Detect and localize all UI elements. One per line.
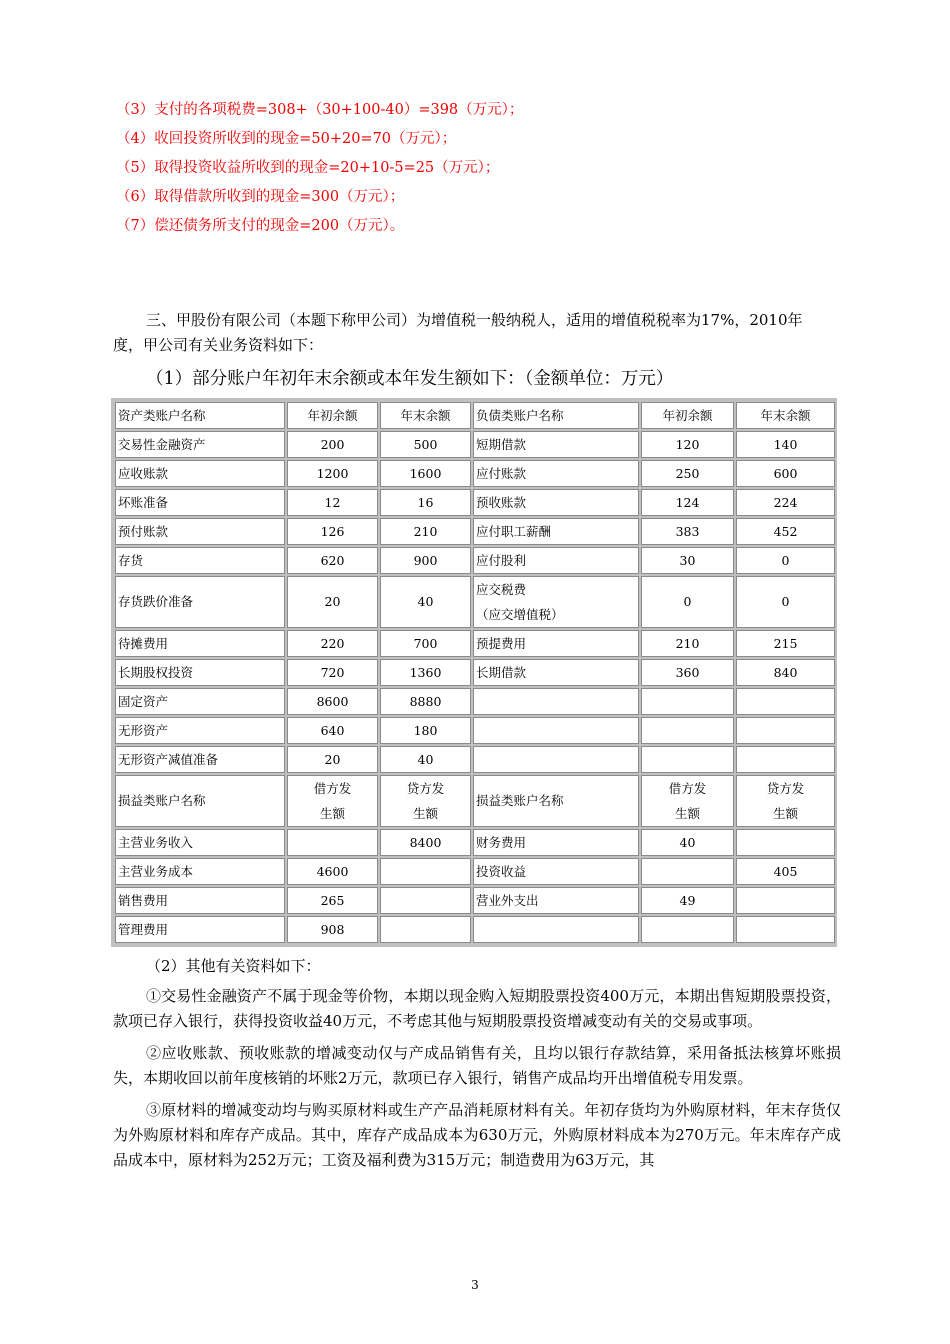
table-cell: 140	[736, 431, 835, 458]
table-cell: 16	[380, 489, 471, 516]
section-2-block	[113, 954, 841, 1173]
tax-account-cell	[473, 576, 639, 628]
table-row	[115, 916, 835, 943]
table-cell: 360	[641, 659, 734, 686]
table-cell: 长期股权投资	[115, 659, 285, 686]
table-cell: 无形资产	[115, 717, 285, 744]
table-cell: 908	[287, 916, 378, 943]
header-cell: 资产类账户名称	[115, 402, 285, 429]
table-cell	[736, 688, 835, 715]
table-cell	[736, 887, 835, 914]
answer-line-4: （4）收回投资所收到的现金=50+20=70（万元）；	[116, 131, 457, 147]
table-row	[115, 630, 835, 657]
table-cell: 12	[287, 489, 378, 516]
header-cell: 负债类账户名称	[473, 402, 639, 429]
table-cell: 应付职工薪酬	[473, 518, 639, 545]
table-row	[115, 887, 835, 914]
table-cell: 40	[380, 746, 471, 773]
table-cell: 1600	[380, 460, 471, 487]
header-line: 生额	[772, 806, 798, 821]
header-cell-debit	[287, 775, 378, 827]
table-cell: 存货	[115, 547, 285, 574]
table-cell	[473, 717, 639, 744]
table-cell: 215	[736, 630, 835, 657]
table-cell: 900	[380, 547, 471, 574]
table-cell	[287, 829, 378, 856]
header-cell-credit	[736, 775, 835, 827]
tax-account-sub-label: （应交增值税）	[476, 607, 564, 622]
header-cell: 年末余额	[380, 402, 471, 429]
table-cell: 管理费用	[115, 916, 285, 943]
table-cell: 620	[287, 547, 378, 574]
table-cell: 应收账款	[115, 460, 285, 487]
table-cell: 长期借款	[473, 659, 639, 686]
table-cell: 0	[641, 576, 734, 628]
table-cell: 交易性金融资产	[115, 431, 285, 458]
answer-line-7: （7）偿还债务所支付的现金=200（万元）。	[116, 218, 405, 234]
header-line: 生额	[319, 806, 345, 821]
table-cell: 210	[380, 518, 471, 545]
header-cell-debit	[641, 775, 734, 827]
table-cell: 180	[380, 717, 471, 744]
section-2-title: （2）其他有关资料如下：	[146, 957, 321, 975]
table-row	[115, 746, 835, 773]
table-cell: 固定资产	[115, 688, 285, 715]
table-cell: 8400	[380, 829, 471, 856]
table-cell: 250	[641, 460, 734, 487]
table-cell: 无形资产减值准备	[115, 746, 285, 773]
table-cell	[380, 858, 471, 885]
table-cell	[641, 717, 734, 744]
table-cell	[380, 887, 471, 914]
table-cell: 主营业务成本	[115, 858, 285, 885]
table-cell: 预付账款	[115, 518, 285, 545]
table-cell	[473, 916, 639, 943]
table-cell: 存货跌价准备	[115, 576, 285, 628]
table-cell	[641, 916, 734, 943]
item-3: ③原材料的增减变动均与购买原材料或生产产品消耗原材料有关。年初存货均为外购原材料，年末存货仅为外购原材料和库存产成品。其中，库存产成品成本为630万元，外购原材料成本为270万元。年末库存产成品成本中，原材料为252万元；工资及福利费为315万元；制造费用为63万元，其	[113, 1101, 841, 1169]
table-cell: 600	[736, 460, 835, 487]
table-cell: 1200	[287, 460, 378, 487]
intro-line-1: 三、甲股份有限公司（本题下称甲公司）为增值税一般纳税人，适用的增值税税率为17%，2010年	[146, 311, 803, 329]
table-row	[115, 576, 835, 628]
table-cell: 应付股利	[473, 547, 639, 574]
table-cell: 49	[641, 887, 734, 914]
header-cell: 年末余额	[736, 402, 835, 429]
table-cell: 640	[287, 717, 378, 744]
table-cell: 应付账款	[473, 460, 639, 487]
header-line: 生额	[412, 806, 438, 821]
item-2: ②应收账款、预收账款的增减变动仅与产成品销售有关，且均以银行存款结算，采用备抵法核算坏账损失，本期收回以前年度核销的坏账2万元，款项已存入银行，销售产成品均开出增值税专用发票。	[113, 1044, 841, 1087]
table-cell: 4600	[287, 858, 378, 885]
table-cell: 销售费用	[115, 887, 285, 914]
table-cell: 210	[641, 630, 734, 657]
table-cell: 30	[641, 547, 734, 574]
table-cell: 120	[641, 431, 734, 458]
table-cell	[736, 746, 835, 773]
table-cell: 452	[736, 518, 835, 545]
header-line: 借方发	[668, 781, 707, 796]
answer-line-6: （6）取得借款所收到的现金=300（万元）；	[116, 189, 405, 205]
table-row	[115, 431, 835, 458]
table-cell: 720	[287, 659, 378, 686]
table-cell: 预收账款	[473, 489, 639, 516]
table-cell	[473, 688, 639, 715]
table-cell: 200	[287, 431, 378, 458]
answer-line-5: （5）取得投资收益所收到的现金=20+10-5=25（万元）；	[116, 160, 500, 176]
profit-loss-header-row	[115, 775, 835, 827]
section-1-title: （1）部分账户年初年末余额或本年发生额如下：（金额单位：万元）	[146, 369, 674, 389]
table-row	[115, 688, 835, 715]
table-cell: 0	[736, 576, 835, 628]
page-number: 3	[471, 1278, 479, 1292]
table-cell: 预提费用	[473, 630, 639, 657]
table-row	[115, 829, 835, 856]
header-line: 贷方发	[406, 781, 445, 796]
header-cell-credit	[380, 775, 471, 827]
header-line: 贷方发	[766, 781, 805, 796]
table-cell: 220	[287, 630, 378, 657]
table-cell: 126	[287, 518, 378, 545]
header-line: 生额	[674, 806, 700, 821]
table-cell: 20	[287, 746, 378, 773]
table-cell: 40	[380, 576, 471, 628]
table-cell: 0	[736, 547, 835, 574]
question-intro	[113, 308, 841, 358]
table-cell: 405	[736, 858, 835, 885]
table-cell	[380, 916, 471, 943]
table-cell	[736, 916, 835, 943]
header-cell: 年初余额	[641, 402, 734, 429]
table-cell: 8600	[287, 688, 378, 715]
table-cell: 40	[641, 829, 734, 856]
table-cell	[736, 717, 835, 744]
account-table-frame	[111, 398, 837, 947]
table-row	[115, 858, 835, 885]
table-cell: 383	[641, 518, 734, 545]
table-row	[115, 460, 835, 487]
header-cell: 损益类账户名称	[115, 775, 285, 827]
table-cell: 主营业务收入	[115, 829, 285, 856]
table-cell: 投资收益	[473, 858, 639, 885]
table-cell	[641, 746, 734, 773]
table-row	[115, 717, 835, 744]
table-cell: 营业外支出	[473, 887, 639, 914]
table-cell: 1360	[380, 659, 471, 686]
table-cell: 短期借款	[473, 431, 639, 458]
header-cell: 损益类账户名称	[473, 775, 639, 827]
table-cell: 坏账准备	[115, 489, 285, 516]
table-cell: 124	[641, 489, 734, 516]
table-row	[115, 489, 835, 516]
table-cell	[641, 858, 734, 885]
table-row	[115, 518, 835, 545]
table-cell	[641, 688, 734, 715]
tax-account-label: 应交税费	[476, 582, 527, 597]
table-header-row	[115, 402, 835, 429]
red-answer-lines	[116, 96, 523, 241]
table-cell: 财务费用	[473, 829, 639, 856]
table-cell: 840	[736, 659, 835, 686]
table-cell	[473, 746, 639, 773]
answer-line-3: （3）支付的各项税费=308+（30+100-40）=398（万元）；	[116, 102, 524, 118]
header-cell: 年初余额	[287, 402, 378, 429]
table-cell: 700	[380, 630, 471, 657]
table-cell: 20	[287, 576, 378, 628]
table-cell: 224	[736, 489, 835, 516]
table-cell: 265	[287, 887, 378, 914]
table-row	[115, 547, 835, 574]
table-cell: 500	[380, 431, 471, 458]
account-balance-table	[113, 400, 837, 945]
table-cell	[736, 829, 835, 856]
table-row	[115, 659, 835, 686]
item-1: ①交易性金融资产不属于现金等价物，本期以现金购入短期股票投资400万元，本期出售短期股票投资，款项已存入银行，获得投资收益40万元，不考虑其他与短期股票投资增减变动有关的交易或事项。	[113, 987, 841, 1030]
intro-line-2: 度，甲公司有关业务资料如下：	[113, 336, 324, 354]
table-cell: 待摊费用	[115, 630, 285, 657]
header-line: 借方发	[313, 781, 352, 796]
table-cell: 8880	[380, 688, 471, 715]
